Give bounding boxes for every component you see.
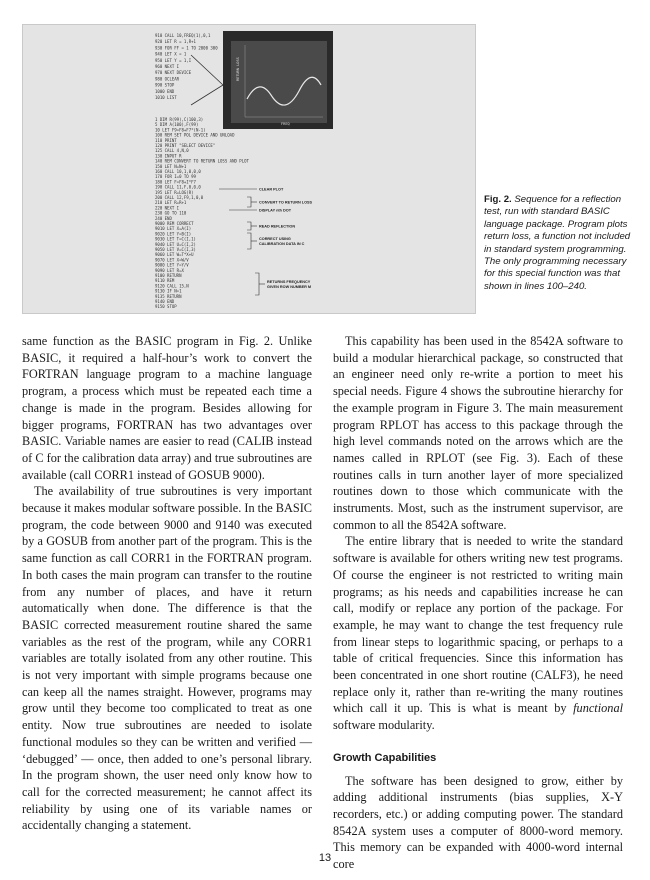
emphasis-functional: functional: [573, 701, 624, 716]
left-paragraph-1: same function as the BASIC program in Fig. 2. Unlike BASIC, it required a half-hour’s work to convert the FORTRAN language program to a machine language program, a process which must be repeated each time a change is made in the program. Besides allowing for bigger programs, FORTRAN has two advantages over BASIC. Variable names are easier to read (CALIB instead of C for the calibration data array) and true subroutines are available (call CORR1 instead of GOSUB 9000).: [22, 334, 312, 482]
code-main-line: 9150 STOP: [155, 304, 177, 310]
figure-2-svg: [23, 25, 475, 313]
code-main-line: 210 LET R=R+1: [155, 200, 187, 206]
code-top-line: 920 LET R = 1,R+1: [155, 39, 196, 45]
code-listing-top: [155, 33, 218, 100]
code-top-line: 930 FOR FF = 1 TO 2000 300: [155, 45, 218, 51]
right-paragraph-2-text: The entire library that is needed to write the standard software is available for others writing new test programs. Of course the engineer is not restricted to writing main programs; as his needs and capabilities increase he can call, modify or replace any portion of the package. For example, he may want to change the test frequency rule from linear steps to logarithmic spacing, or perhaps to a table of critical frequencies. Since this information has been concentrated in one short routine (CALF3), he need replace only it, rather than re-writing the many routines which call it up. This is what is meant by: [333, 534, 623, 716]
code-main-line: 9050 LET V=C(I,3): [155, 247, 196, 252]
code-main-line: 9030 LET T=C(I,1): [155, 236, 196, 242]
code-main-line: 150 LET N=N+1: [155, 163, 187, 169]
code-main-line: 100 REM SET POL DEVICE AND UNLOAD: [155, 132, 235, 138]
annotation-clear-plot: CLEAR PLOT: [259, 187, 284, 192]
code-main-line: 5 DIM A(100),F(99): [155, 122, 199, 128]
code-listing-main: [155, 117, 250, 309]
annotation-display-dot: DISPLAY nth DOT: [259, 208, 292, 213]
code-main-line: 130 INPUT R: [155, 153, 182, 159]
annotation-given-row: GIVEN ROW NUMBER M: [267, 285, 312, 289]
right-paragraph-2: [333, 533, 623, 733]
right-column: [333, 333, 623, 873]
code-main-line: 9110 REM: [155, 278, 175, 284]
caption-label: Fig. 2.: [484, 194, 512, 205]
code-main-line: 240 END: [155, 215, 172, 221]
code-main-line: 9135 RETURN: [155, 293, 182, 299]
right-paragraph-2-end: software modularity.: [333, 718, 435, 733]
code-main-line: 190 CALL 11,F,0,0,0: [155, 184, 201, 190]
code-main-line: 9080 LET Y=Y/V: [155, 262, 189, 268]
annotation-read-reflection: READ REFLECTION: [259, 224, 296, 229]
code-main-line: 1 DIM R(99),C(100,3): [155, 117, 204, 122]
code-top-line: 980 OCLEAR: [155, 76, 180, 82]
code-main-line: 9060 LET W=T*X+U: [155, 252, 194, 258]
code-top-line: 970 NEXT DEVICE: [155, 70, 192, 76]
page-number: 13: [318, 852, 332, 864]
code-top-line: 950 LET Y = 1,I: [155, 57, 192, 63]
code-main-line: 10 LET F9=F8+F7*(N-1): [155, 127, 206, 133]
code-main-line: 9020 LET Y=B(I): [155, 231, 192, 237]
code-top-line: 940 LET X = 1: [155, 51, 187, 57]
code-main-line: 9090 LET R=X: [155, 267, 184, 273]
annotation-calibration-data: CALIBRATION DATA IN C: [259, 242, 305, 246]
code-top-line: 910 CALL 10,FREQ(1),0,1: [155, 33, 211, 38]
crt-y-label: RETURN LOSS: [236, 57, 240, 81]
figure-2-printout: [22, 24, 476, 314]
crt-screen: [231, 41, 327, 123]
code-main-line: 9010 LET X=A(I): [155, 226, 192, 232]
code-main-line: 9000 REM CORRECT: [155, 221, 194, 226]
code-main-line: 140 REM CONVERT TO RETURN LOSS AND PLOT: [155, 158, 249, 164]
code-main-line: 9130 IF N=1: [155, 288, 182, 294]
code-main-line: 120 PRINT "SELECT DEVICE": [155, 143, 216, 148]
right-paragraph-1: This capability has been used in the 8542A software to build a modular hierarchical package, so constructed that an engineer need only re-write a portion to meet his special needs. Figure 4 shows the subroutine hierarchy for the example program in Figure 3. The main measurement program RPLOT has access to this package through the high level commands noted on the arrows which are the names called in RPLOT (see Fig. 3). Each of these routines calls in turn another layer of more specialized routines down to those which communicate with the instruments. Most, such as the instrument supervisor, are common to all the 8542A software.: [333, 334, 623, 532]
code-main-line: 230 GO TO 110: [155, 210, 187, 216]
code-main-line: 195 LET R=LOG(R): [155, 189, 194, 195]
code-main-line: 200 CALL 12,F9,1,0,0: [155, 195, 204, 200]
code-top-line: 1000 END: [155, 88, 175, 94]
crt-x-label: FREQ: [281, 122, 290, 126]
code-main-line: 110 PRINT: [155, 137, 177, 143]
pointer-line: [191, 85, 223, 105]
caption-text: Sequence for a reflection test, run with standard BASIC language package. Program plots return loss, a function not included in standard system programming. The only programming necessary for this special function was that shown in lines 100–240.: [484, 194, 631, 292]
code-main-line: 125 CALL 4,N,0: [155, 148, 189, 154]
code-top-line: 1010 LIST: [155, 95, 177, 100]
annotation-convert: CONVERT TO RETURN LOSS: [259, 200, 313, 205]
code-main-line: 9040 LET U=C(I,2): [155, 241, 196, 247]
code-top-line: 960 NEXT I: [155, 64, 180, 69]
left-paragraph-2: The availability of true subroutines is very important because it makes modular software possible. In the BASIC program, the code between 9000 and 9140 was executed by a GOSUB from another part of the program. This is the same function as call CORR1 in the FORTRAN program. In both cases the main program can transfer to the routine from any number of places, and have it return automatically when done. The difference is that the BASIC corrected measurement routine shared the same variables as the rest of the program, while any CORR1 variables are totally isolated from any other routine. This is not very important with simple programs because one can keep all the names straight. However, programs may grow until they become too complicated to treat as one entity. Now true subroutines are needed to isolate functional modules so they can be written and verified — ‘debugged’ — once, then added to one’s personal library. In the program shown, the user need only know how to call for the corrected measurement; he cannot affect its reliability by using one of its variable names or accidentally changing a statement.: [22, 484, 312, 833]
left-column: [22, 333, 312, 834]
annotation-returns-frequency: RETURNS FREQUENCY: [267, 280, 311, 284]
right-paragraph-3: The software has been designed to grow, either by adding additional instruments (bias supplies, X-Y recorders, etc.) or adding computing power. The standard 8542A system uses a computer of 8000-word memory. This memory can be expanded with 4000-word internal core: [333, 773, 623, 872]
code-main-line: 9120 CALL 15,N: [155, 283, 189, 289]
code-main-line: 220 NEXT I: [155, 205, 180, 211]
code-main-line: 9100 RETURN: [155, 273, 182, 278]
section-heading-growth: Growth Capabilities: [333, 751, 437, 764]
pointer-line: [191, 55, 223, 85]
code-main-line: 9070 LET X=W/V: [155, 257, 189, 263]
figure-caption: [484, 194, 634, 293]
code-main-line: 180 LET F=F8+I*F7: [155, 179, 196, 185]
code-main-line: 160 CALL 10,1,0,0,0: [155, 169, 201, 174]
code-main-line: 9140 END: [155, 299, 175, 304]
code-top-line: 990 STOP: [155, 82, 175, 88]
code-main-line: 170 FOR I=0 TO 99: [155, 174, 196, 180]
annotation-correct-using: CORRECT USING: [259, 237, 291, 241]
